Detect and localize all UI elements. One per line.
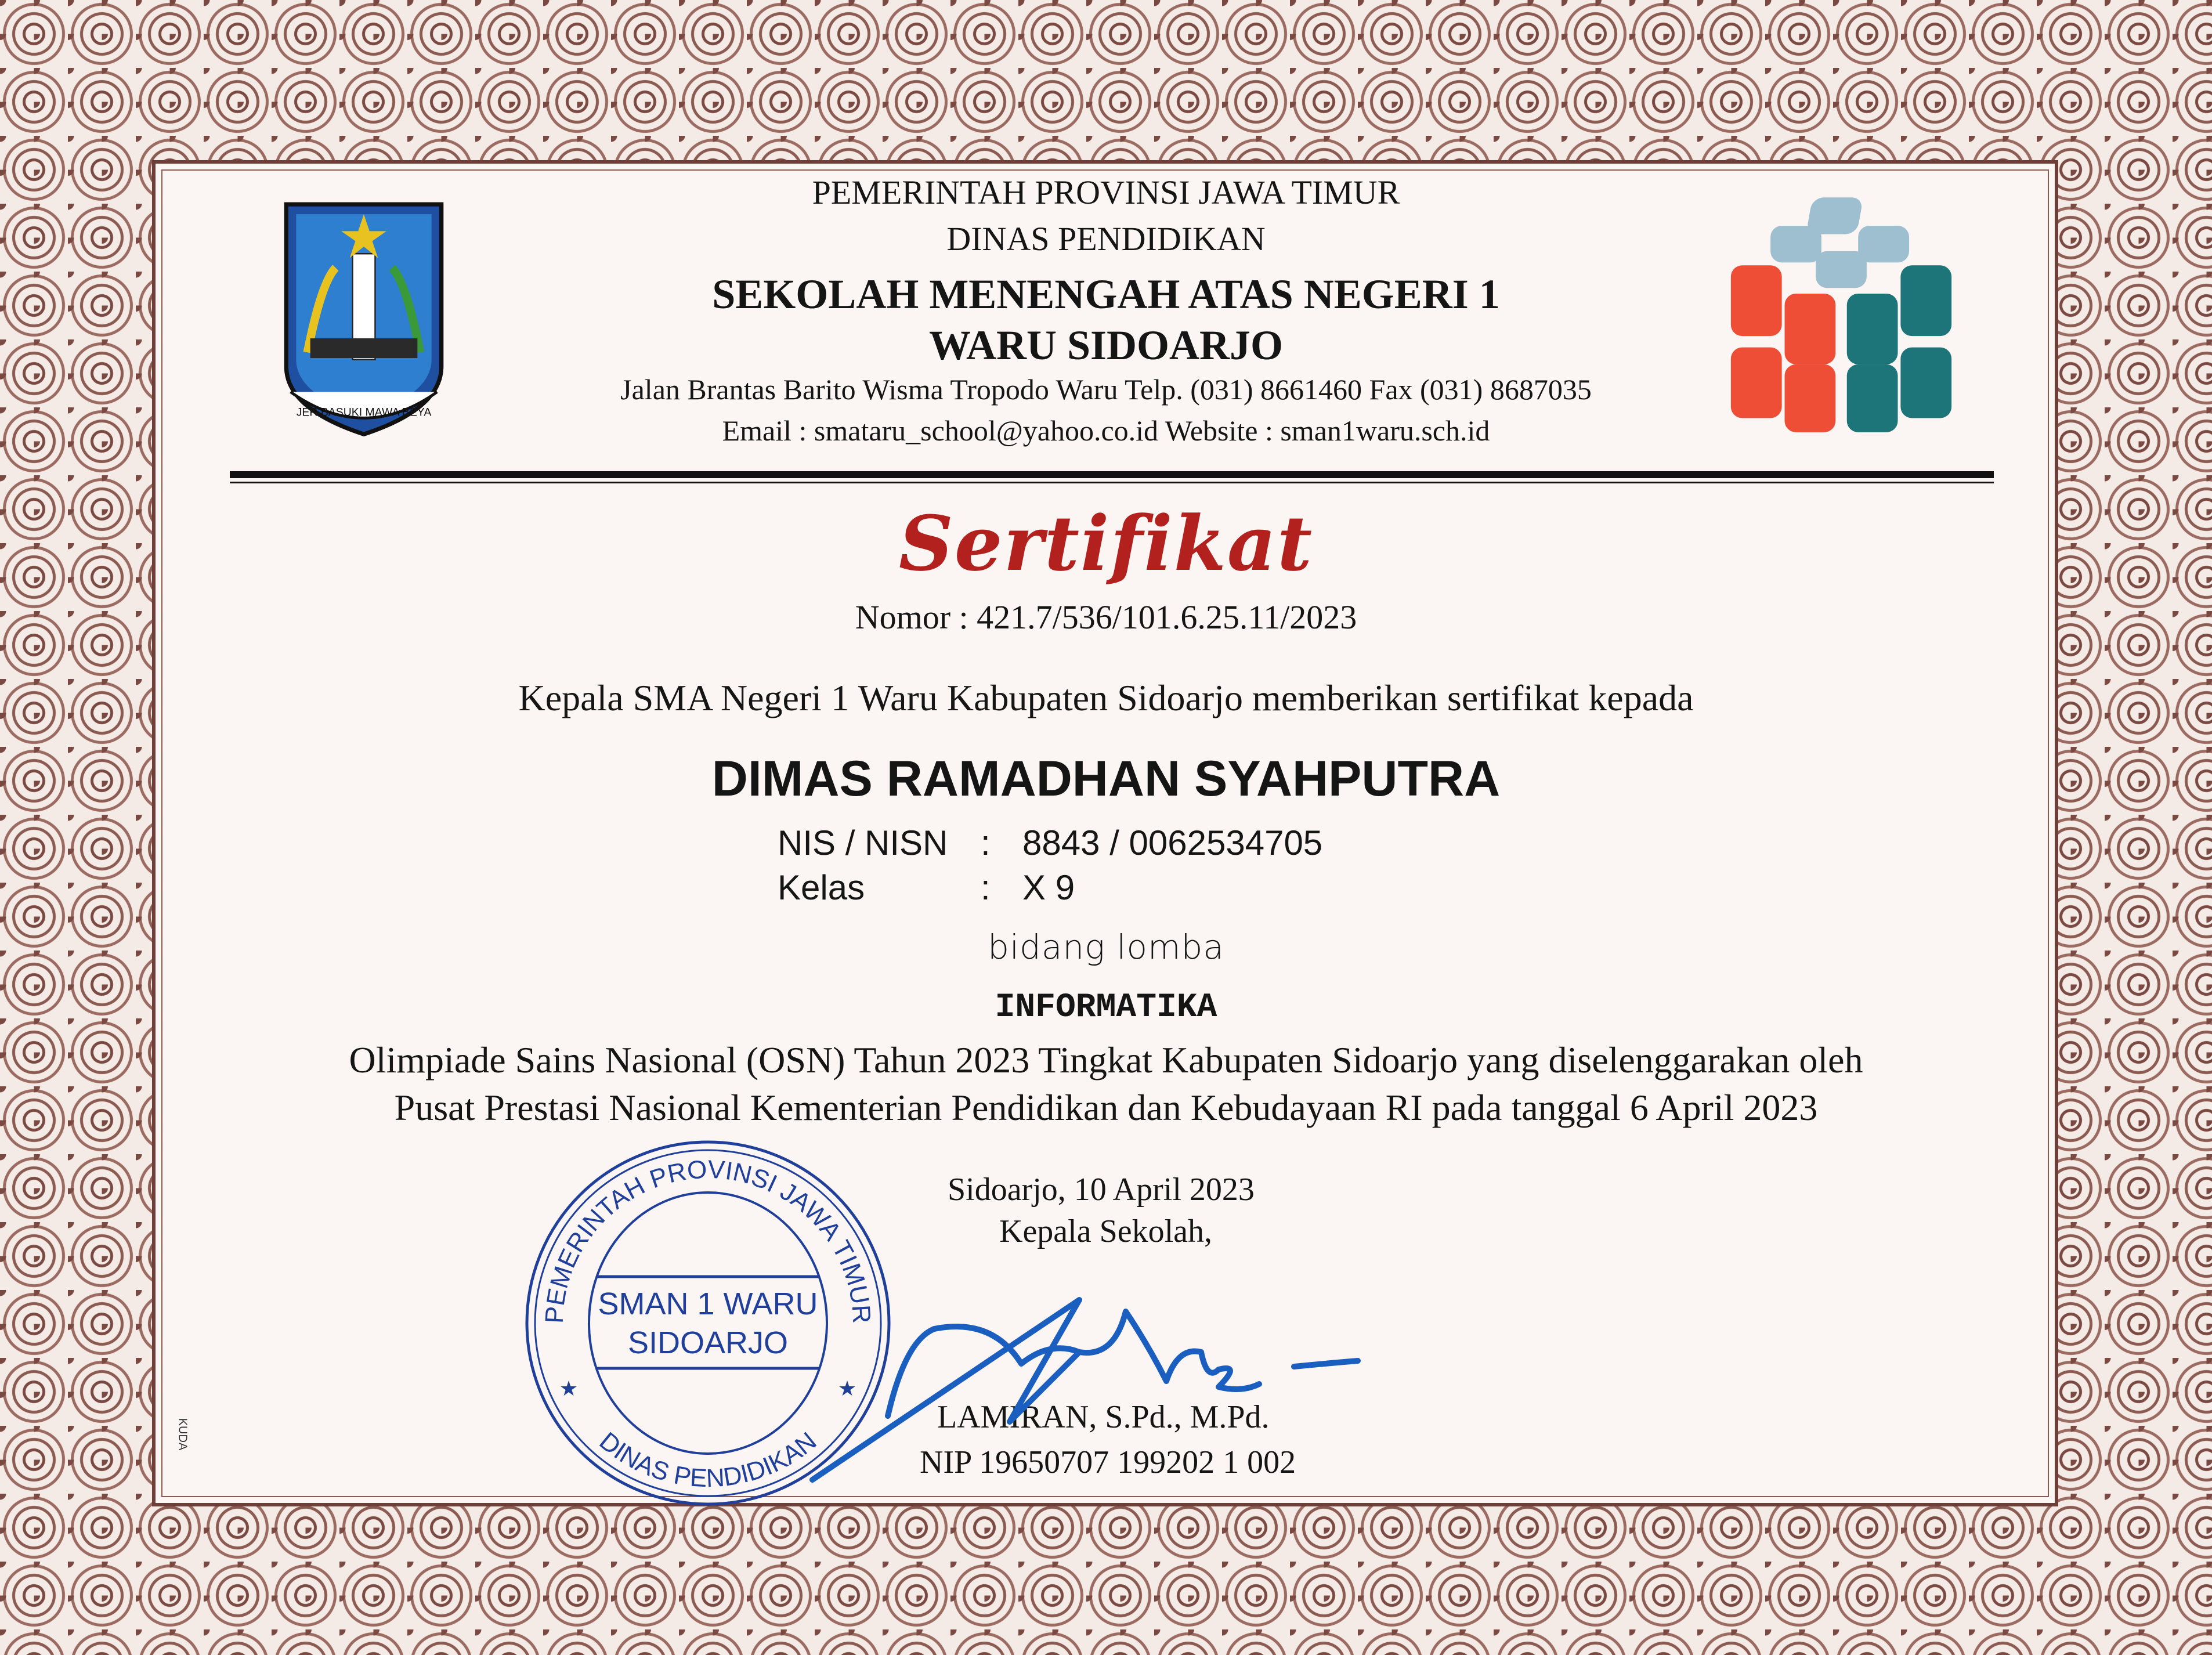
signature-position: Kepala Sekolah, [999,1213,1212,1249]
letterhead-rule-thin [230,482,1994,483]
star-icon: ★ [837,1377,857,1400]
star-icon: ★ [559,1377,579,1400]
letterhead-department: DINAS PENDIDIKAN [946,220,1266,258]
school-contact: Email : smataru_school@yahoo.co.id Website : sman1waru.sch.id [722,414,1490,447]
emblem-motto: JER BASUKI MAWA BEYA [296,406,432,419]
field-label: bidang lomba [988,927,1224,967]
stamp-center-line1: SMAN 1 WARU [598,1287,818,1321]
nis-value: 8843 / 0062534705 [1022,823,1323,862]
signatory-name: LAMIRAN, S.Pd., M.Pd. [937,1399,1270,1435]
svg-text:DINAS PENDIDIKAN [594,1427,822,1493]
certificate-number: Nomor : 421.7/536/101.6.25.11/2023 [855,598,1357,636]
recipient-name: DIMAS RAMADHAN SYAHPUTRA [711,751,1501,807]
description-line1: Olimpiade Sains Nasional (OSN) Tahun 2023 Tingkat Kabupaten Sidoarjo yang diselenggarakan oleh [349,1039,1863,1081]
nis-separator: : [981,823,991,862]
certificate-intro: Kepala SMA Negeri 1 Waru Kabupaten Sidoarjo memberikan sertifikat kepada [518,677,1694,718]
signatory-nip: NIP 19650707 199202 1 002 [920,1444,1296,1480]
paper-watermark-mark: KUDA [176,1418,189,1451]
kelas-separator: : [981,868,991,907]
nis-label: NIS / NISN [778,823,948,862]
school-address: Jalan Brantas Barito Wisma Tropodo Waru Telp. (031) 8661460 Fax (031) 8687035 [620,373,1592,406]
field-value: INFORMATIKA [995,989,1217,1027]
stamp-center-line2: SIDOARJO [627,1325,789,1360]
handwritten-signature [801,1265,1410,1486]
letterhead-rule-thick [230,471,1994,478]
school-name-line2: WARU SIDOARJO [928,322,1284,368]
signature-place-date: Sidoarjo, 10 April 2023 [948,1172,1255,1208]
stamp-outer-top: PEMERINTAH PROVINSI JAWA TIMUR [540,1155,876,1324]
school-name-line1: SEKOLAH MENENGAH ATAS NEGERI 1 [712,271,1500,317]
kelas-label: Kelas [778,868,865,907]
kelas-value: X 9 [1022,868,1075,907]
description-line2: Pusat Prestasi Nasional Kementerian Pendidikan dan Kebudayaan RI pada tanggal 6 April 2023 [394,1087,1818,1128]
stamp-outer-bottom: DINAS PENDIDIKAN [594,1426,822,1493]
certificate-title: Sertifikat [898,499,1314,588]
letterhead-province: PEMERINTAH PROVINSI JAWA TIMUR [812,174,1400,211]
